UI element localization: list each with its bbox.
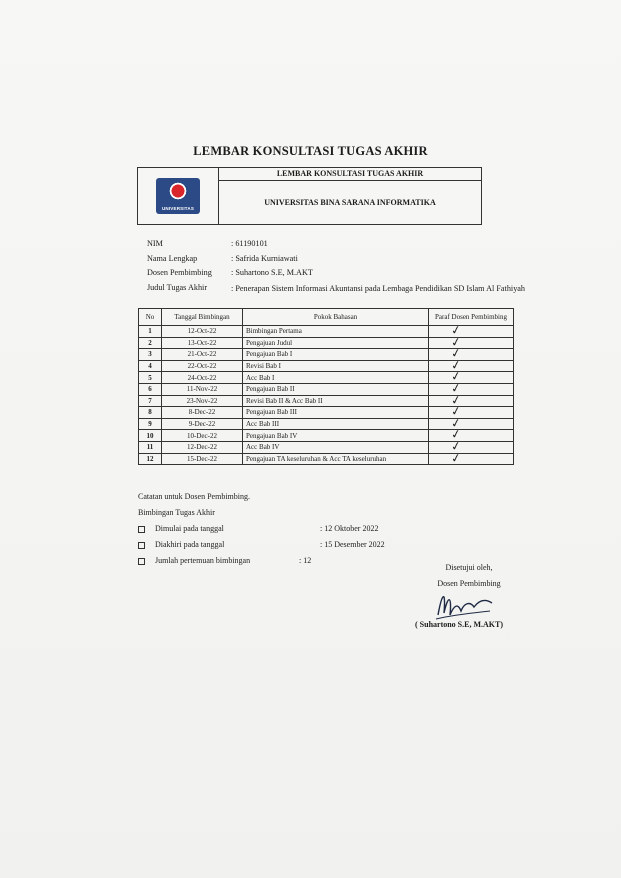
cell-date: 8-Dec-22 xyxy=(162,407,243,419)
initial-signature-icon: ✓ xyxy=(449,357,463,373)
cell-sign xyxy=(429,345,514,361)
notes-section xyxy=(138,489,440,569)
notes-item-label: Diakhiri pada tanggal xyxy=(155,540,225,549)
cell-no: 2 xyxy=(139,337,162,349)
cell-no: 11 xyxy=(139,441,162,453)
letterhead-title: LEMBAR KONSULTASI TUGAS AKHIR xyxy=(219,168,481,181)
info-value: : 61190101 xyxy=(231,239,268,248)
checkbox-icon xyxy=(138,558,145,565)
signature-icon xyxy=(428,585,498,623)
info-value: : Safrida Kurniawati xyxy=(231,253,298,263)
notes-title: Catatan untuk Dosen Pembimbing. xyxy=(138,492,250,501)
cell-topic: Bimbingan Pertama xyxy=(243,326,429,338)
cell-date: 12-Oct-22 xyxy=(162,326,243,338)
cell-topic: Pengajuan Judul xyxy=(243,337,429,349)
institution-name: UNIVERSITAS BINA SARANA INFORMATIKA xyxy=(264,198,436,207)
initial-signature-icon: ✓ xyxy=(449,380,463,396)
cell-date: 9-Dec-22 xyxy=(162,418,243,430)
notes-item-label: Dimulai pada tanggal xyxy=(155,524,224,533)
cell-topic: Pengajuan Bab III xyxy=(243,407,429,419)
student-info xyxy=(147,237,551,295)
cell-no: 3 xyxy=(139,349,162,361)
letterhead xyxy=(137,167,482,225)
cell-no: 5 xyxy=(139,372,162,384)
checkbox-icon xyxy=(138,526,145,533)
approver-role: Dosen Pembimbing xyxy=(437,579,501,588)
info-row-thesis-title xyxy=(147,281,551,296)
table-row xyxy=(139,453,514,465)
initial-signature-icon: ✓ xyxy=(449,426,463,443)
initial-signature-icon: ✓ xyxy=(449,449,463,466)
initial-signature-icon: ✓ xyxy=(449,438,463,454)
cell-no: 7 xyxy=(139,395,162,407)
cell-sign xyxy=(429,449,514,466)
cell-no: 4 xyxy=(139,360,162,372)
cell-sign xyxy=(429,333,514,350)
cell-sign xyxy=(429,414,514,431)
notes-item-value: : 12 xyxy=(299,556,312,565)
info-value: : Suhartono S.E, M.AKT xyxy=(231,268,313,277)
cell-date: 24-Oct-22 xyxy=(162,372,243,384)
cell-topic: Revisi Bab II & Acc Bab II xyxy=(243,395,429,407)
notes-item-end xyxy=(138,537,440,553)
notes-item-label: Jumlah pertemuan bimbingan xyxy=(155,556,251,565)
cell-sign xyxy=(429,391,514,408)
cell-date: 22-Oct-22 xyxy=(162,360,243,372)
info-row-advisor xyxy=(147,266,551,281)
initial-signature-icon: ✓ xyxy=(449,333,463,350)
cell-sign xyxy=(429,426,514,443)
cell-date: 11-Nov-22 xyxy=(162,383,243,395)
notes-item-value: : 15 Desember 2022 xyxy=(320,540,385,549)
info-label: NIM xyxy=(147,239,163,248)
initial-signature-icon: ✓ xyxy=(449,403,463,419)
cell-sign xyxy=(429,368,514,385)
cell-date: 21-Oct-22 xyxy=(162,349,243,361)
seal-icon xyxy=(168,181,188,201)
initial-signature-icon: ✓ xyxy=(449,368,463,385)
initial-signature-icon: ✓ xyxy=(449,391,463,408)
cell-topic: Pengajuan Bab IV xyxy=(243,430,429,442)
cell-no: 8 xyxy=(139,407,162,419)
column-header-topic: Pokok Bahasan xyxy=(243,309,429,326)
info-label: Judul Tugas Akhir xyxy=(147,282,208,292)
column-header-sign: Paraf Dosen Pembimbing xyxy=(429,309,514,326)
cell-topic: Pengajuan Bab II xyxy=(243,383,429,395)
cell-date: 13-Oct-22 xyxy=(162,337,243,349)
info-label: Nama Lengkap xyxy=(147,253,198,263)
cell-no: 1 xyxy=(139,326,162,338)
cell-no: 12 xyxy=(139,453,162,465)
cell-sign xyxy=(429,322,514,338)
initial-signature-icon: ✓ xyxy=(449,322,463,338)
consultation-table xyxy=(138,308,514,465)
initial-signature-icon: ✓ xyxy=(449,345,463,361)
cell-topic: Acc Bab IV xyxy=(243,441,429,453)
document-title: LEMBAR KONSULTASI TUGAS AKHIR xyxy=(193,144,428,158)
cell-sign xyxy=(429,380,514,396)
approved-by: Disetujui oleh, xyxy=(445,563,493,572)
notes-item-value: : 12 Oktober 2022 xyxy=(320,524,379,533)
initial-signature-icon: ✓ xyxy=(449,414,463,431)
cell-topic: Acc Bab III xyxy=(243,418,429,430)
info-row-name xyxy=(147,252,551,267)
cell-date: 23-Nov-22 xyxy=(162,395,243,407)
info-value: : Penerapan Sistem Informasi Akuntansi pada Lembaga Pendidikan SD Islam Al Fathiyah xyxy=(231,283,526,293)
column-header-no: No xyxy=(139,309,162,326)
cell-sign xyxy=(429,403,514,419)
logo-text: UNIVERSITAS xyxy=(161,206,195,211)
cell-topic: Pengajuan Bab I xyxy=(243,349,429,361)
university-logo xyxy=(156,178,200,214)
cell-date: 15-Dec-22 xyxy=(162,453,243,465)
letterhead-title-cell xyxy=(219,168,481,224)
info-label: Dosen Pembimbing xyxy=(147,268,212,277)
notes-subtitle: Bimbingan Tugas Akhir xyxy=(138,508,215,517)
column-header-date: Tanggal Bimbingan xyxy=(162,309,243,326)
cell-topic: Acc Bab I xyxy=(243,372,429,384)
cell-topic: Revisi Bab I xyxy=(243,360,429,372)
cell-no: 6 xyxy=(139,383,162,395)
cell-date: 10-Dec-22 xyxy=(162,430,243,442)
cell-sign xyxy=(429,357,514,373)
info-row-nim xyxy=(147,237,551,252)
cell-date: 12-Dec-22 xyxy=(162,441,243,453)
checkbox-icon xyxy=(138,542,145,549)
cell-no: 9 xyxy=(139,418,162,430)
notes-item-start xyxy=(138,521,440,537)
cell-topic: Pengajuan TA keseluruhan & Acc TA keseluruhan xyxy=(243,453,429,465)
cell-sign xyxy=(429,438,514,454)
logo-cell xyxy=(138,168,219,224)
notes-item-count xyxy=(138,553,440,569)
approver-name: ( Suhartono S.E, M.AKT) xyxy=(415,620,504,629)
cell-no: 10 xyxy=(139,430,162,442)
